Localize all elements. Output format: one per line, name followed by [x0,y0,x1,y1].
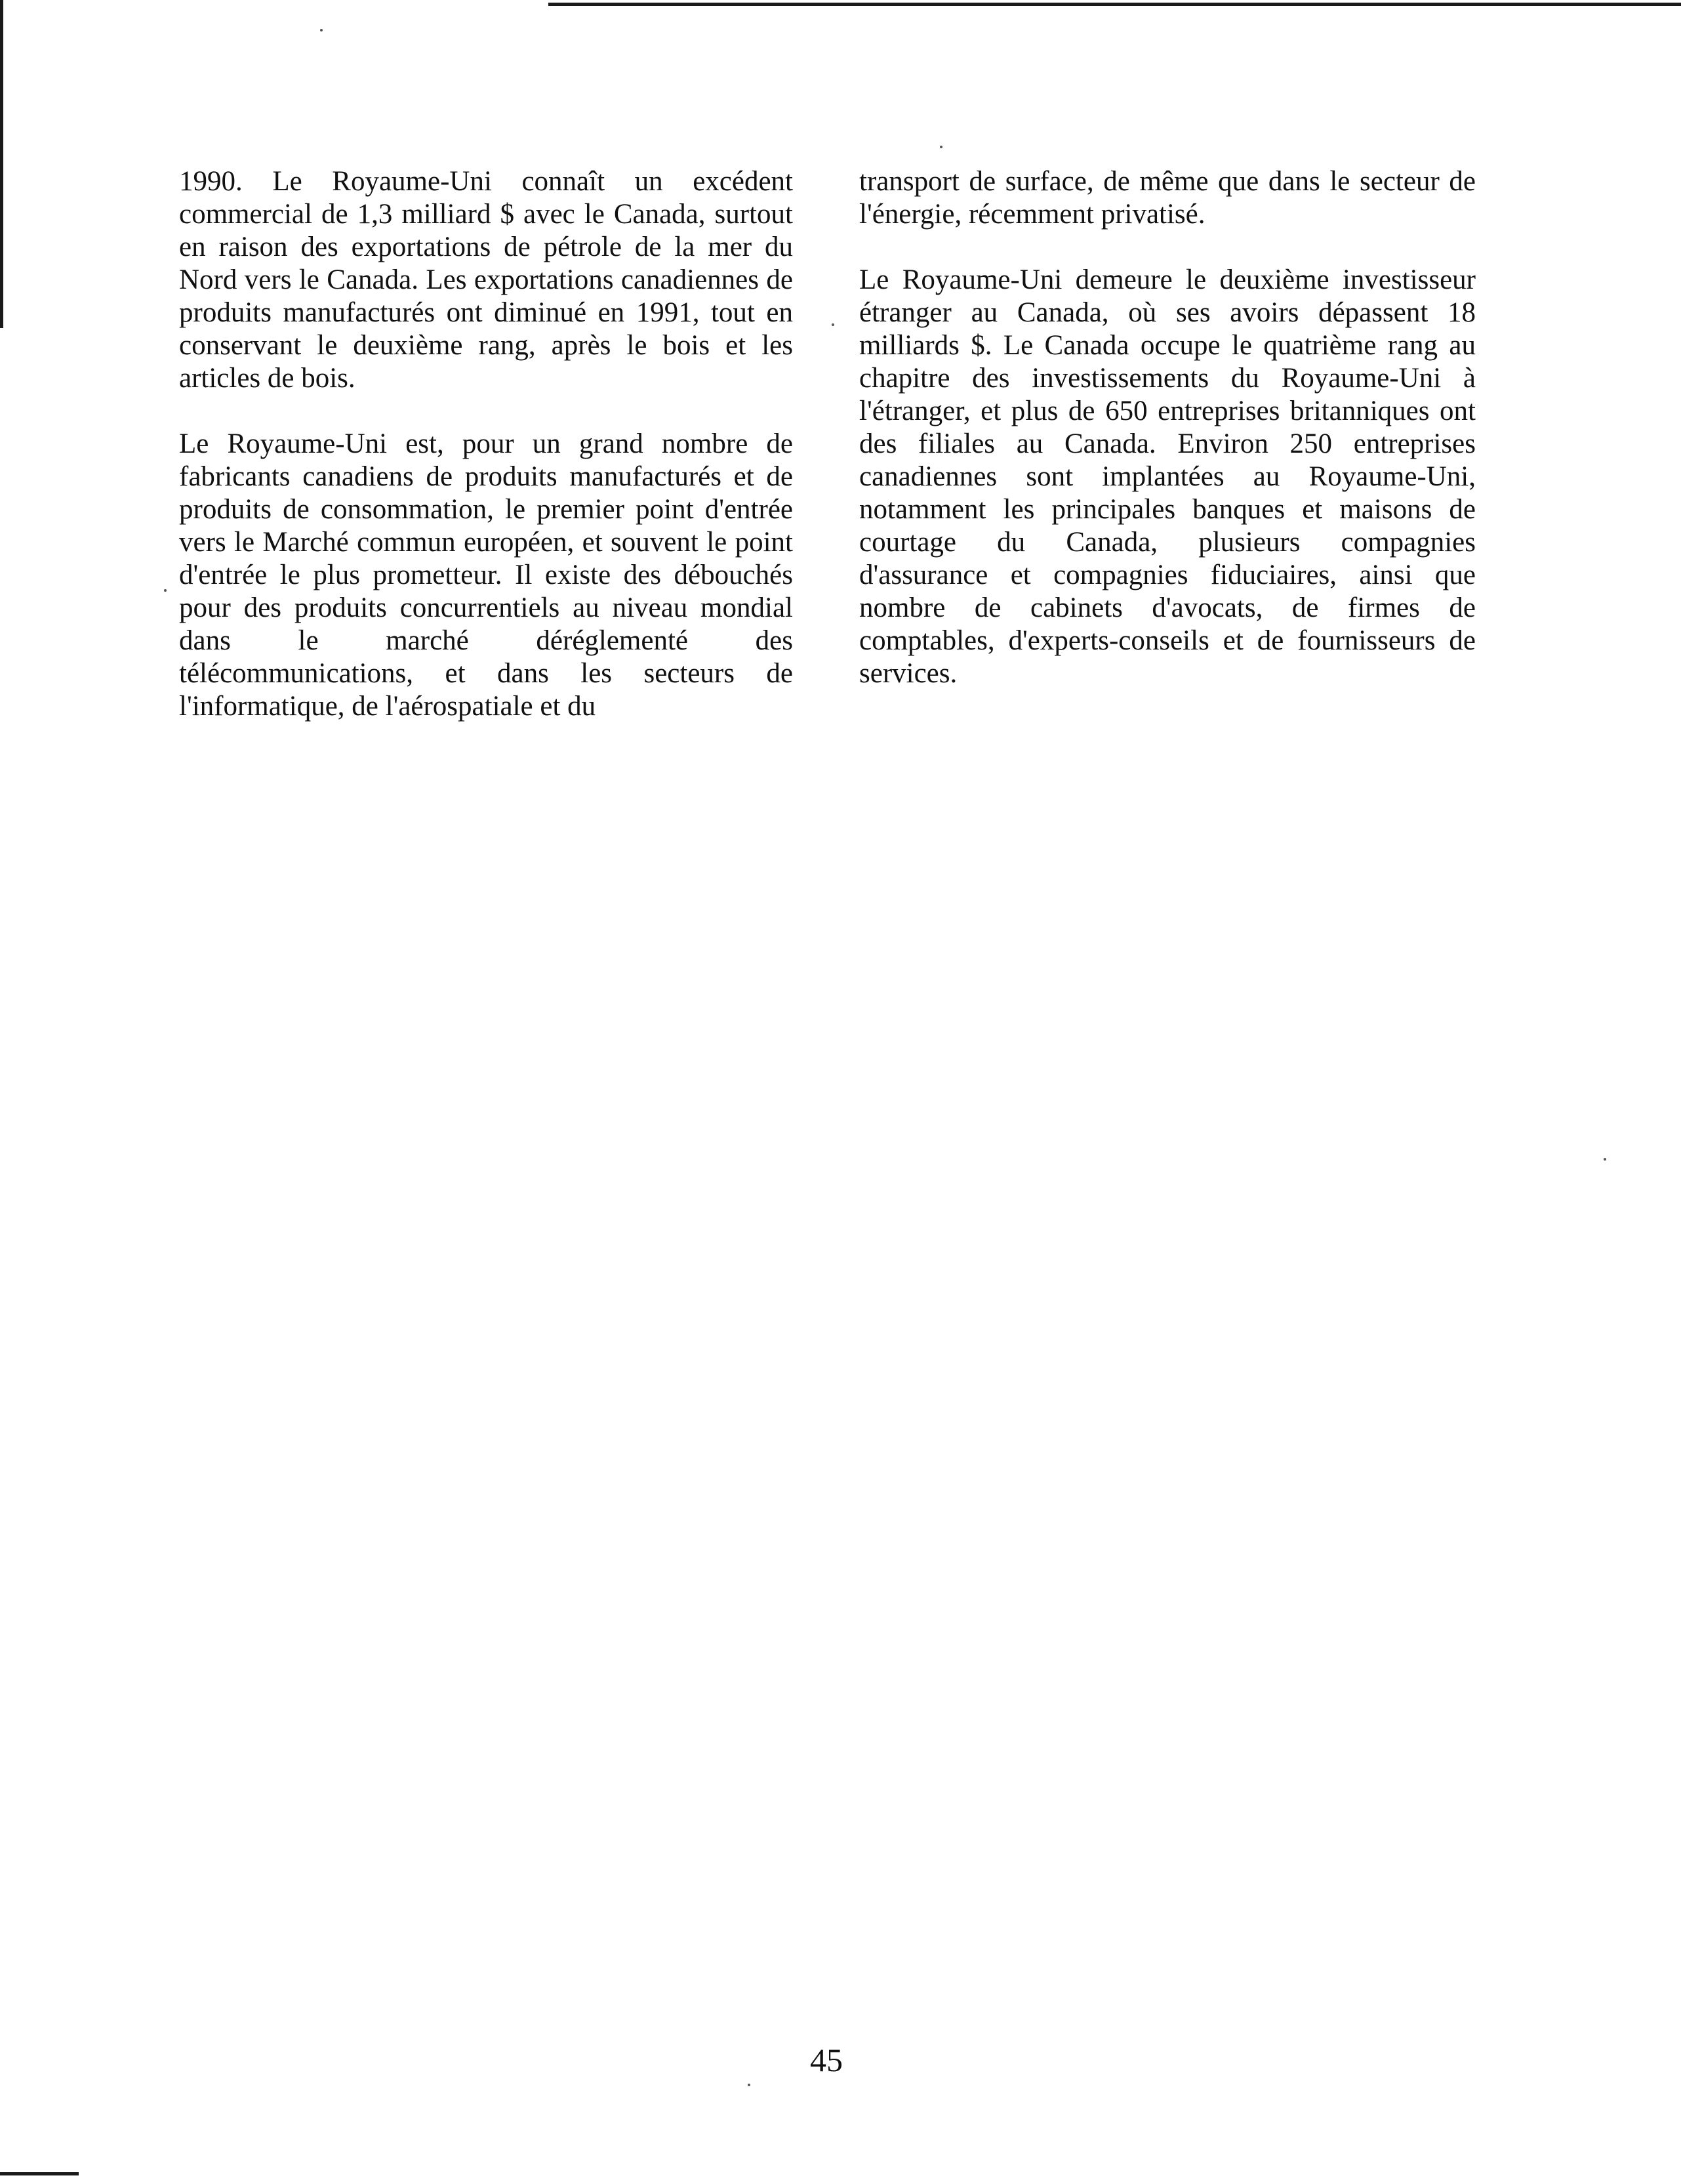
scan-speck [748,2084,750,2086]
scan-speck [164,589,167,592]
left-border-rule [0,0,3,328]
scan-speck [940,146,942,148]
page-number: 45 [810,2042,843,2078]
paragraph: Le Royaume-Uni est, pour un grand nombre de fabricants canadiens de produits manufacturés et de produits de consommation, le premier point d'entrée vers le Marché commun européen, et souvent le point d'entrée le plus prometteur. Il existe des débouchés pour des produits concurrentiels au niveau mondial dans le marché déréglementé des télécommunications, et dans les secteurs de l'informatique, de l'aérospatiale et du [179,428,793,722]
paragraph: 1990. Le Royaume-Uni connaît un excédent commercial de 1,3 milliard $ avec le Canada, surtout en raison des exportations de pétrole de la mer du Nord vers le Canada. Les exportations canadiennes de produits manufacturés ont diminué en 1991, tout en conservant le deuxième rang, après le bois et les articles de bois. [179,166,793,394]
paragraph: transport de surface, de même que dans le secteur de l'énergie, récemment privatisé. [859,166,1476,230]
scan-speck [320,29,323,31]
right-text-column [859,165,1476,723]
paragraph: Le Royaume-Uni demeure le deuxième investisseur étranger au Canada, où ses avoirs dépassent 18 milliards $. Le Canada occupe le quatrième rang au chapitre des investissements du Royaume-Uni à l'étranger, et plus de 650 entreprises britanniques ont des filiales au Canada. Environ 250 entreprises canadiennes sont implantées au Royaume-Uni, notamment les principales banques et maisons de courtage du Canada, plusieurs compagnies d'assurance et compagnies fiduciaires, ainsi que nombre de cabinets d'avocats, de firmes de comptables, d'experts-conseils et de fournisseurs de services. [859,264,1476,689]
top-border-rule [548,3,1681,6]
scan-speck [1604,1158,1606,1161]
scan-speck [832,323,834,326]
bottom-border-rule [0,2172,79,2175]
left-text-column [179,165,793,756]
